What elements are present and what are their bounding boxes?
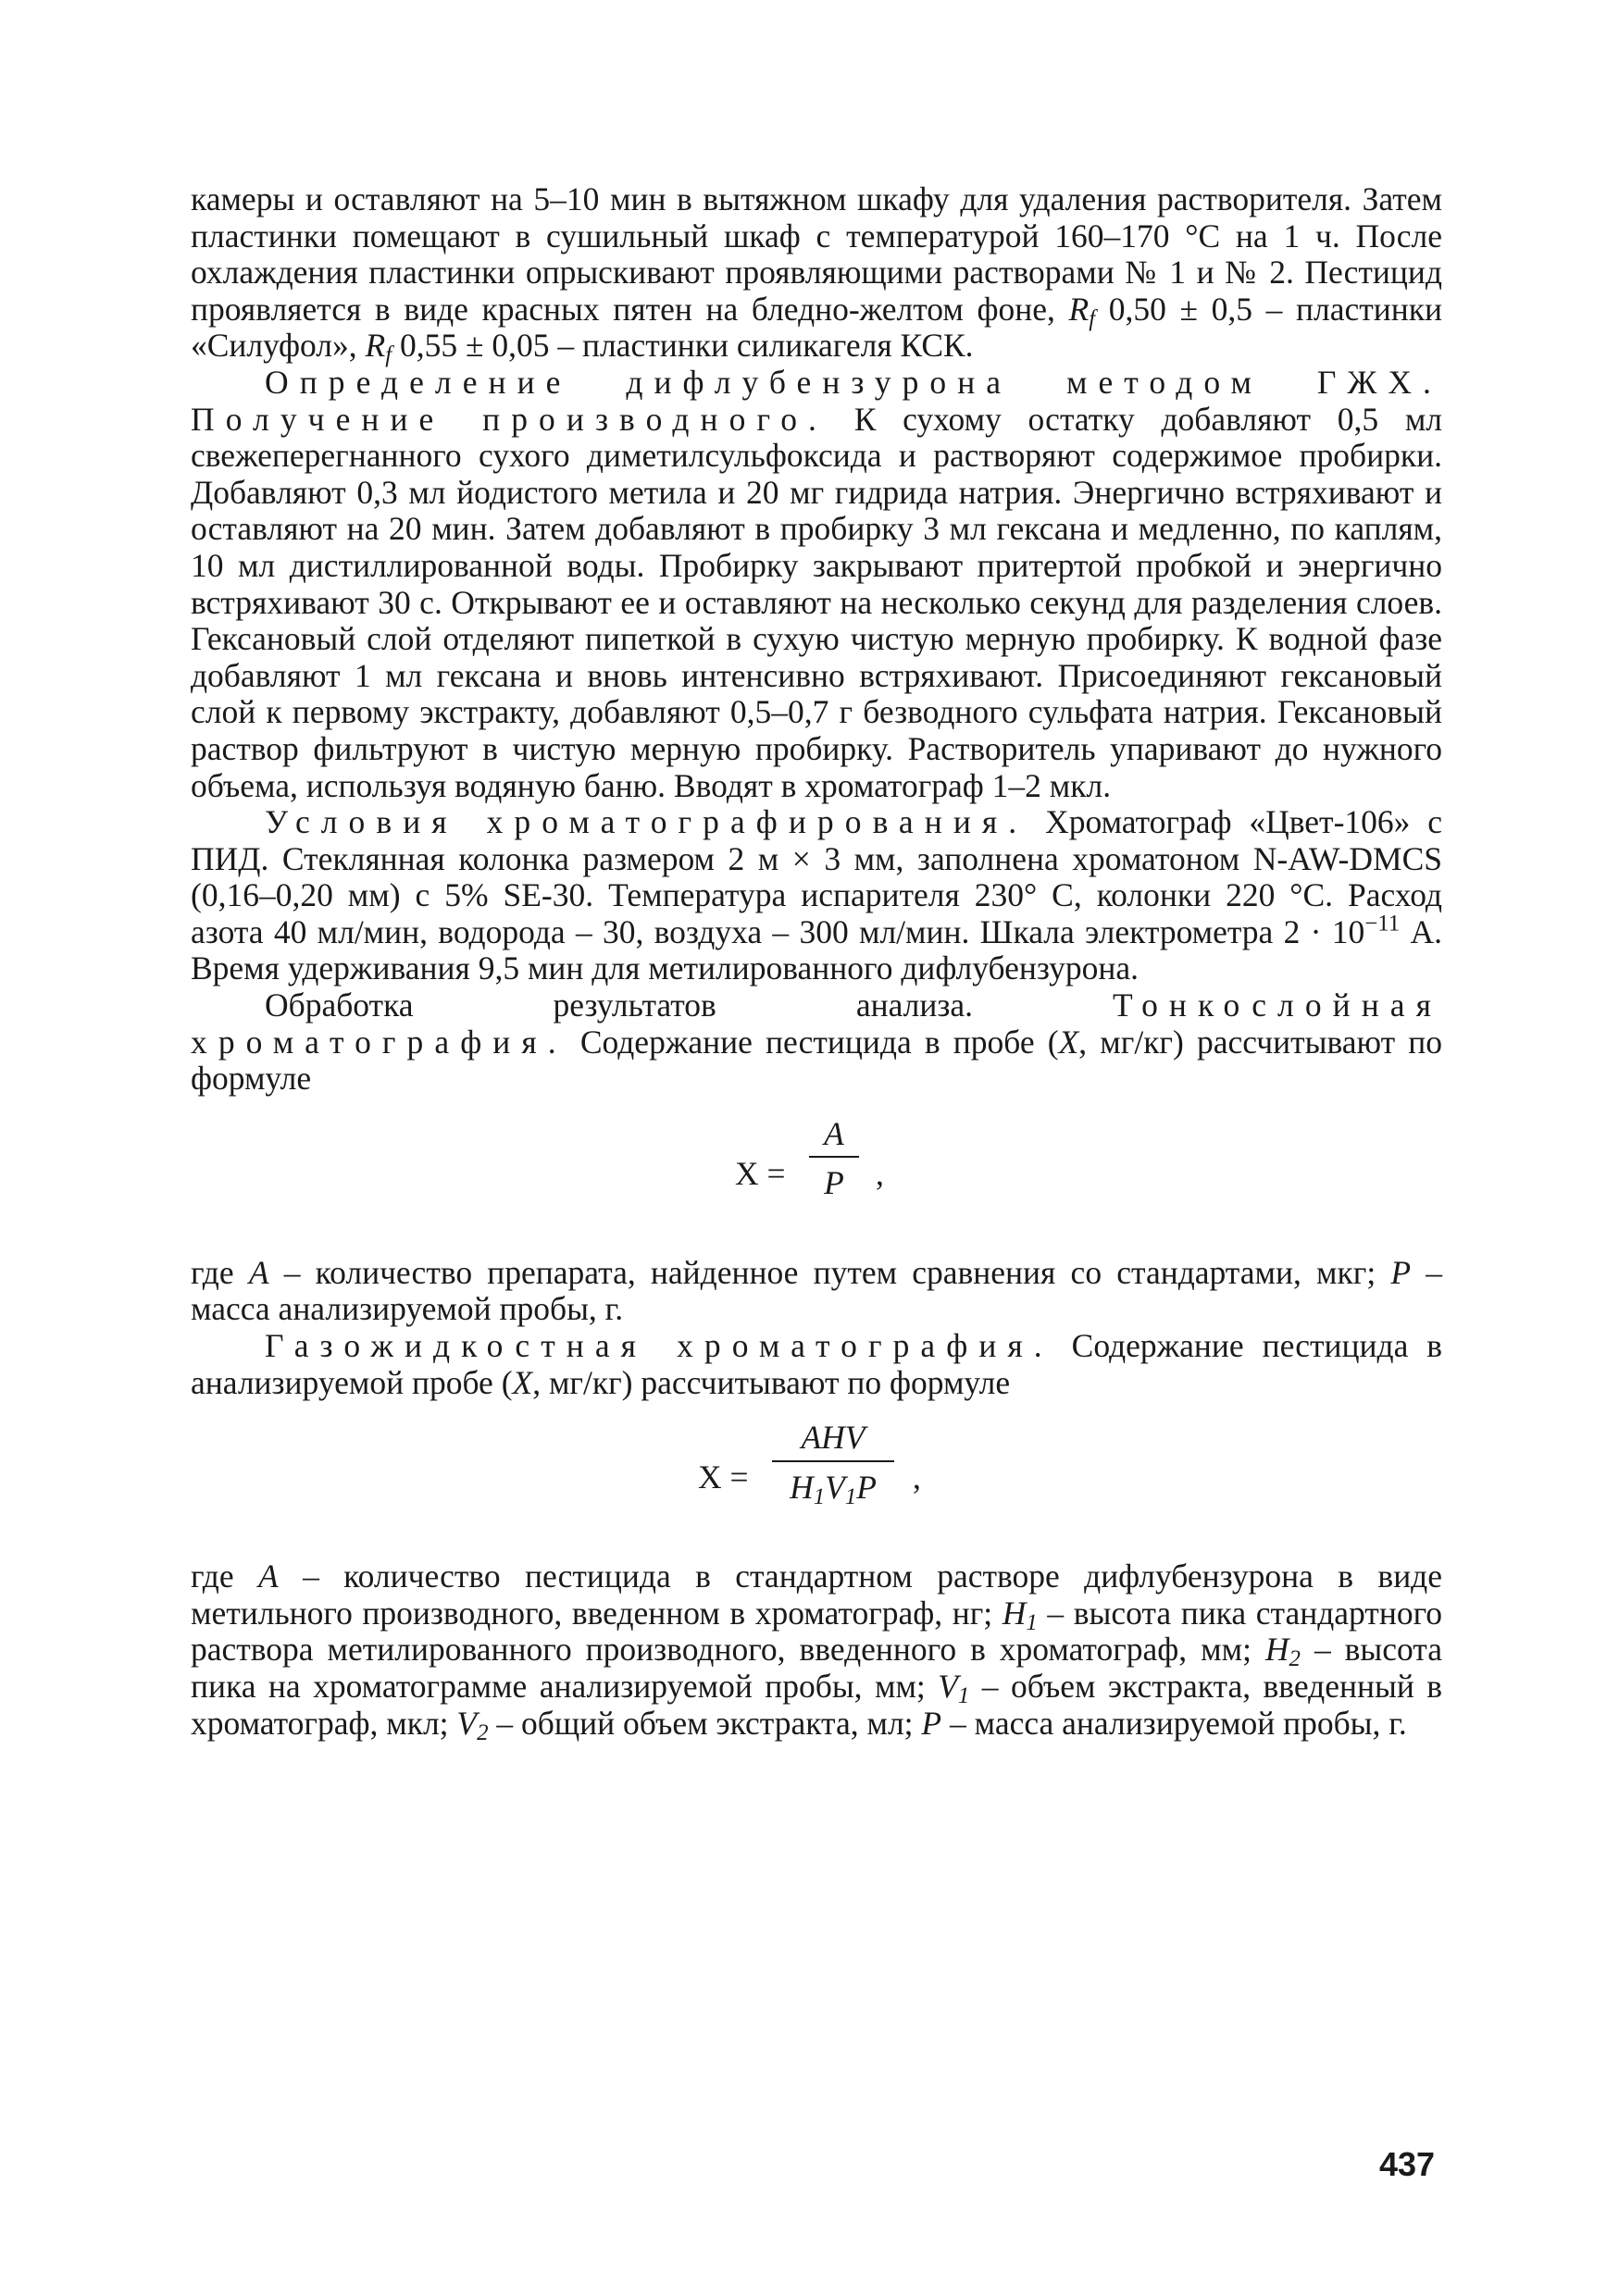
- section-heading: Газожидкостная хроматография.: [265, 1327, 1053, 1365]
- rf-symbol: $R_f$: [365, 327, 392, 368]
- formula-glc: X = AHV $H_1V_1P$ ,: [698, 1419, 921, 1510]
- fraction-bar: [809, 1156, 859, 1158]
- fraction: AHV $H_1V_1P$: [772, 1420, 894, 1506]
- formula-tlc: X = A P ,: [735, 1114, 884, 1202]
- paragraph-chromatography-conditions: Условия хроматографирования. Хроматограф «Цвет-106» с ПИД. Стеклянная колонка размером 2 м × 3 мм, заполнена хроматоном N-AW-DMCS (0,16–0,20 мм) с 5% SE-30. Температура испарителя 230° С, колонки 220 °С. Расход азота 40 мл/мин, водорода – 30, воздуха – 300 мл/мин. Шкала электрометра $2 \cdot 10^{-11}$ А. Время удерживания 9,5 мин для метилированного дифлубензурона.: [191, 803, 1442, 987]
- paragraph-glc: Газожидкостная хроматография. Содержание пестицида в анализируемой пробе (X, мг/кг) рассчитывают по формуле: [191, 1327, 1443, 1401]
- paragraph-tlc-legend: где A – количество препарата, найденное путем сравнения со стандартами, мкг; P – масса анализируемой пробы, г.: [191, 1253, 1442, 1328]
- page-text: [191, 180, 1443, 1745]
- fraction: A P: [809, 1116, 859, 1202]
- paragraph-glc-legend: где A – количество пестицида в стандартном растворе дифлубензурона в виде метильного производного, введенном в хроматограф, нг; $H_1$ – высота пика стандартного раствора метилированного производного, введенного в хроматограф, мм; $H_2$ – высота пика на хроматограмме анализируемой пробы, мм; $V_1$ – объем экстракта, введенный в хроматограф, мкл; $V_2$ – общий объем экстракта, мл; P – масса анализируемой пробы, г.: [191, 1558, 1443, 1745]
- rf-symbol: $R_f$: [1068, 290, 1096, 331]
- section-heading: Тонкослойная хроматография.: [191, 987, 1443, 1061]
- paragraph-tlc-development: камеры и оставляют на 5–10 мин в вытяжном шкафу для удаления растворителя. Затем пластинки помещают в сушильный шкаф с температурой 160–170 °С на 1 ч. После охлаждения пластинки опрыскивают проявляющими растворами № 1 и № 2. Пестицид проявляется в виде красных пятен на бледно-желтом фоне, $R_f$ 0,50 ± 0,5 – пластинки «Силуфол», $R_f$ 0,55 ± 0,05 – пластинки силикагеля КСК.: [191, 180, 1443, 368]
- fraction-bar: [772, 1460, 894, 1462]
- paragraph-glc-derivative: Определение дифлубензурона методом ГЖХ. Получение производного. К сухому остатку добавляют 0,5 мл свежеперегнанного сухого диметилсульфоксида и растворяют содержимое пробирки. Добавляют 0,3 мл йодистого метила и 20 мг гидрида натрия. Энергично встряхивают и оставляют на 20 мин. Затем добавляют в пробирку 3 мл гексана и медленно, по каплям, 10 мл дистиллированной воды. Пробирку закрывают притертой пробкой и энергично встряхивают 30 с. Открывают ее и оставляют на несколько секунд для разделения слоев. Гексановый слой отделяют пипеткой в сухую чистую мерную пробирку. К водной фазе добавляют 1 мл гексана и вновь интенсивно встряхивают. Присоединяют гексановый слой к первому экстракту, добавляют 0,5–0,7 г безводного сульфата натрия. Гексановый раствор фильтруют в чистую мерную пробирку. Растворитель упаривают до нужного объема, используя водяную баню. Вводят в хроматограф 1–2 мкл.: [191, 363, 1442, 804]
- section-heading: Условия хроматографирования.: [265, 803, 1028, 841]
- paragraph-results-processing: Обработка результатов анализа. Тонкослойная хроматография. Содержание пестицида в пробе (X, мг/кг) рассчитывают по формуле: [191, 987, 1443, 1098]
- page-number: 437: [1379, 2145, 1436, 2183]
- section-heading: Определение дифлубензурона методом ГЖХ. Получение производного.: [191, 363, 1442, 438]
